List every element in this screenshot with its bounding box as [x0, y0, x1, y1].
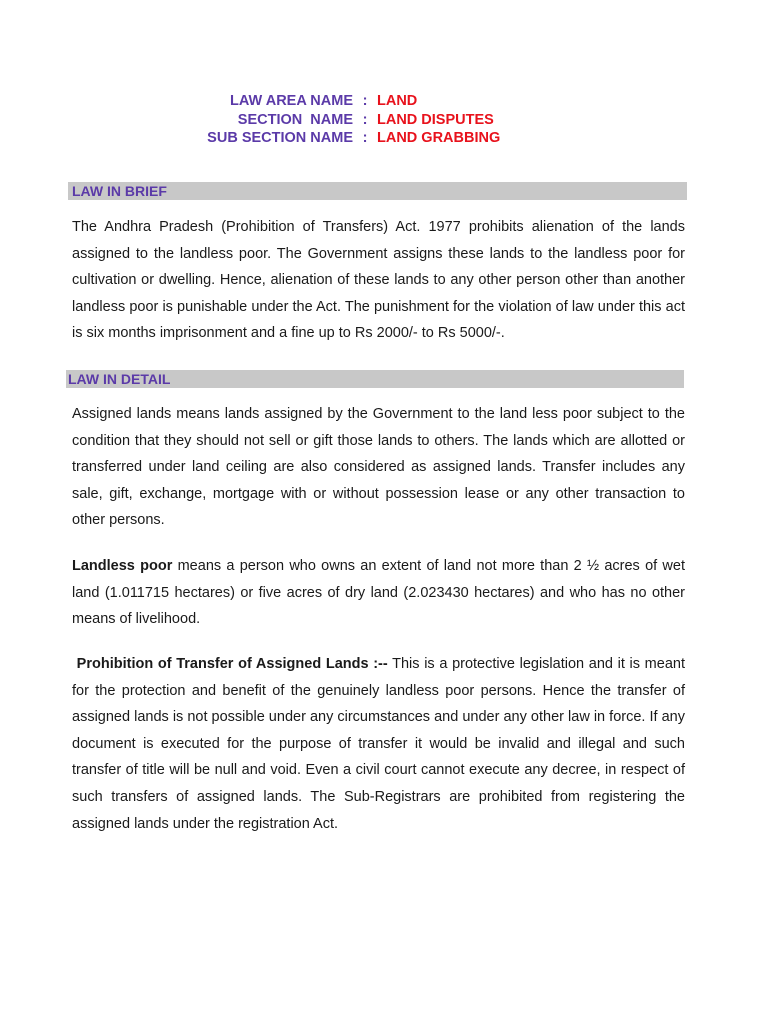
law-area-value: LAND — [377, 93, 418, 109]
header-row-sub-section — [0, 129, 768, 148]
assigned-lands-paragraph: Assigned lands means lands assigned by the Government to the land less poor subject to the condition that they should not sell or gift those lands to others. The lands which are allotted or transferred under land ceiling are also considered as assigned lands. Transfer includes any sale, gift, exchange, mortgage with or without possession lease or any other transaction to other persons. — [72, 406, 685, 529]
section-name-label: SECTION NAME — [237, 111, 353, 128]
document-header — [0, 92, 768, 148]
prohibition-paragraph — [72, 651, 685, 837]
header-row-law-area — [0, 92, 768, 111]
law-area-label: LAW AREA NAME — [230, 93, 353, 109]
header-colon: : — [362, 130, 368, 146]
landless-poor-term: Landless poor — [72, 558, 173, 574]
sub-section-name-value: LAND GRABBING — [377, 130, 501, 146]
prohibition-term: Prohibition of Transfer of Assigned Lands :-- — [72, 656, 388, 672]
header-row-section — [0, 111, 768, 130]
landless-poor-paragraph — [72, 553, 685, 633]
law-in-brief-paragraph: The Andhra Pradesh (Prohibition of Transfers) Act. 1977 prohibits alienation of the lands assigned to the landless poor. The Government assigns these lands to the landless poor for cultivation or dwelling. Hence, alienation of these lands to any other person other than another landless poor is punishable under the Act. The punishment for the violation of law under this act is six months imprisonment and a fine up to Rs 2000/- to Rs 5000/-. — [72, 219, 685, 342]
header-colon: : — [362, 93, 368, 109]
law-in-brief-heading: LAW IN BRIEF — [68, 182, 687, 200]
prohibition-text: This is a protective legislation and it is meant for the protection and benefit of the genuinely landless poor persons. Hence the transfer of assigned lands is not possible under any circumstances and under any other law in force. If any document is executed for the purpose of transfer it would be invalid and illegal and such transfer of title will be null and void. Even a civil court cannot execute any decree, in respect of such transfers of assigned lands. The Sub-Registrars are prohibited from registering the assigned lands under the registration Act. — [72, 656, 685, 832]
sub-section-name-label: SUB SECTION NAME — [207, 130, 353, 146]
section-name-value: LAND DISPUTES — [377, 111, 494, 128]
header-colon: : — [362, 111, 368, 128]
law-in-detail-heading: LAW IN DETAIL — [66, 370, 684, 388]
landless-poor-definition: means a person who owns an extent of land not more than 2 ½ acres of wet land (1.011715 hectares) or five acres of dry land (2.023430 hectares) and who has no other means of livelihood. — [72, 558, 685, 628]
